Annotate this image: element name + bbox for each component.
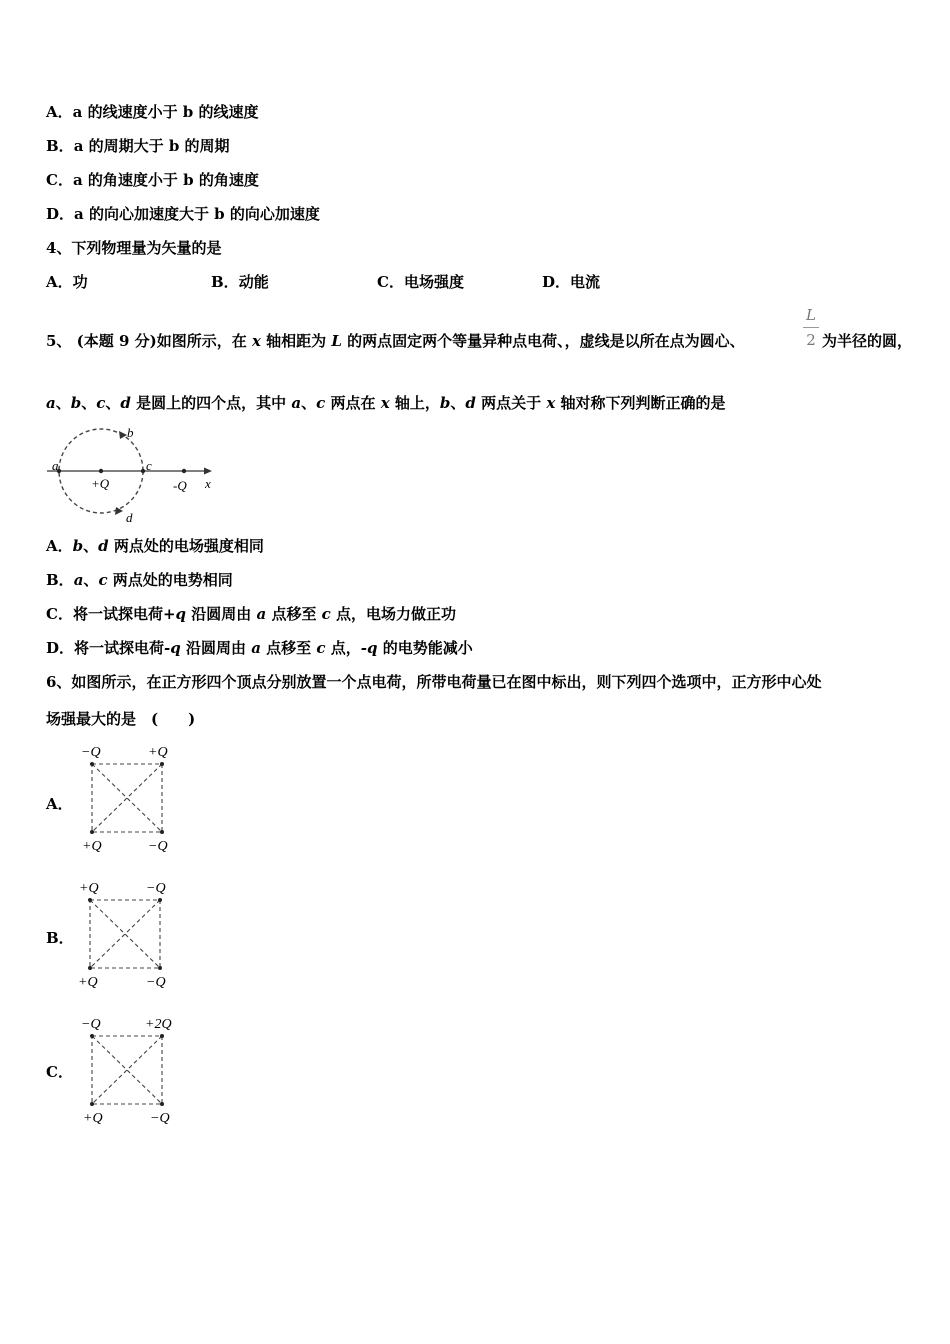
q3-option-d: D．a 的向心加速度大于 b 的向心加速度	[46, 205, 320, 223]
q6-stem-line1: 6、如图所示，在正方形四个顶点分别放置一个点电荷，所带电荷量已在图中标出，则下列四个选项中，正方形中心处	[46, 673, 822, 691]
q5-option-d: D．将一试探电荷-q 沿圆周由 a 点移至 c 点，-q 的电势能减小	[46, 639, 473, 657]
point-c	[141, 469, 145, 473]
charge-dot	[90, 830, 94, 834]
q4-options	[46, 272, 926, 292]
q5-circle-figure	[44, 424, 224, 528]
charge-label-tr: +Q	[148, 745, 168, 760]
q5-option-b: B．a、c 两点处的电势相同	[46, 571, 233, 589]
q3-option-a: A．a 的线速度小于 b 的线速度	[46, 103, 259, 121]
charge-dot	[88, 966, 92, 970]
charge-label-br: −Q	[146, 975, 166, 990]
q6-option-c-square	[78, 1012, 182, 1128]
half-L-fraction	[803, 306, 819, 349]
label-neg-q: -Q	[173, 478, 187, 493]
charge-dot	[88, 898, 92, 902]
charge-dot	[160, 830, 164, 834]
charge-dot	[160, 762, 164, 766]
charge-label-tl: −Q	[81, 745, 101, 760]
q4-option-a: A．功	[46, 273, 88, 291]
charge-pos-dot	[99, 469, 103, 473]
q6-option-b-square	[76, 876, 176, 992]
charge-dot	[90, 1034, 94, 1038]
charge-dot	[158, 898, 162, 902]
q6-stem-line2: 场强最大的是 ( )	[46, 710, 196, 728]
charge-label-tl: +Q	[79, 881, 99, 896]
charge-label-br: −Q	[150, 1111, 170, 1126]
label-x-axis: x	[205, 476, 211, 491]
charge-dot	[158, 966, 162, 970]
q4-stem: 4、下列物理量为矢量的是	[46, 239, 222, 257]
charge-label-tl: −Q	[81, 1017, 101, 1032]
charge-neg-dot	[182, 469, 186, 473]
q5-option-a: A．b、d 两点处的电场强度相同	[46, 537, 264, 555]
charge-dot	[160, 1034, 164, 1038]
label-a: a	[52, 458, 59, 473]
q5-stem-line1-end: 为半径的圆，	[822, 332, 913, 350]
fraction-denominator: 2	[806, 331, 816, 349]
x-axis-arrow-icon	[204, 468, 212, 475]
label-d: d	[126, 510, 133, 525]
fraction-numerator: L	[806, 306, 816, 324]
label-c: c	[146, 458, 152, 473]
label-pos-q: +Q	[91, 476, 110, 491]
q5-option-c: C．将一试探电荷+q 沿圆周由 a 点移至 c 点，电场力做正功	[46, 605, 457, 623]
charge-dot	[90, 1102, 94, 1106]
charge-label-br: −Q	[148, 839, 168, 854]
q5-stem-line1: 5、 (本题 9 分)如图所示，在 x 轴相距为 L 的两点固定两个等量异种点电荷、，虚线是以所在点为圆心、	[46, 332, 745, 350]
q5-stem-line2: a、b、c、d 是圆上的四个点，其中 a、c 两点在 x 轴上，b、d 两点关于 x 轴对称下列判断正确的是	[46, 394, 726, 412]
q4-option-d: D．电流	[542, 273, 601, 291]
q3-option-c: C．a 的角速度小于 b 的角速度	[46, 171, 259, 189]
charge-label-bl: +Q	[82, 839, 102, 854]
charge-label-bl: +Q	[78, 975, 98, 990]
charge-label-tr: +2Q	[145, 1017, 172, 1032]
q6-option-a-square	[78, 740, 178, 856]
charge-label-bl: +Q	[83, 1111, 103, 1126]
charge-dot	[160, 1102, 164, 1106]
q6-option-a-label: A．	[46, 795, 73, 813]
q6-option-b-label: B．	[46, 929, 74, 947]
q4-option-c: C．电场强度	[377, 273, 464, 291]
q3-option-b: B．a 的周期大于 b 的周期	[46, 137, 230, 155]
charge-label-tr: −Q	[146, 881, 166, 896]
q6-option-c-label: C．	[46, 1063, 73, 1081]
label-b: b	[127, 425, 134, 440]
charge-dot	[90, 762, 94, 766]
q4-option-b: B．动能	[211, 273, 269, 291]
